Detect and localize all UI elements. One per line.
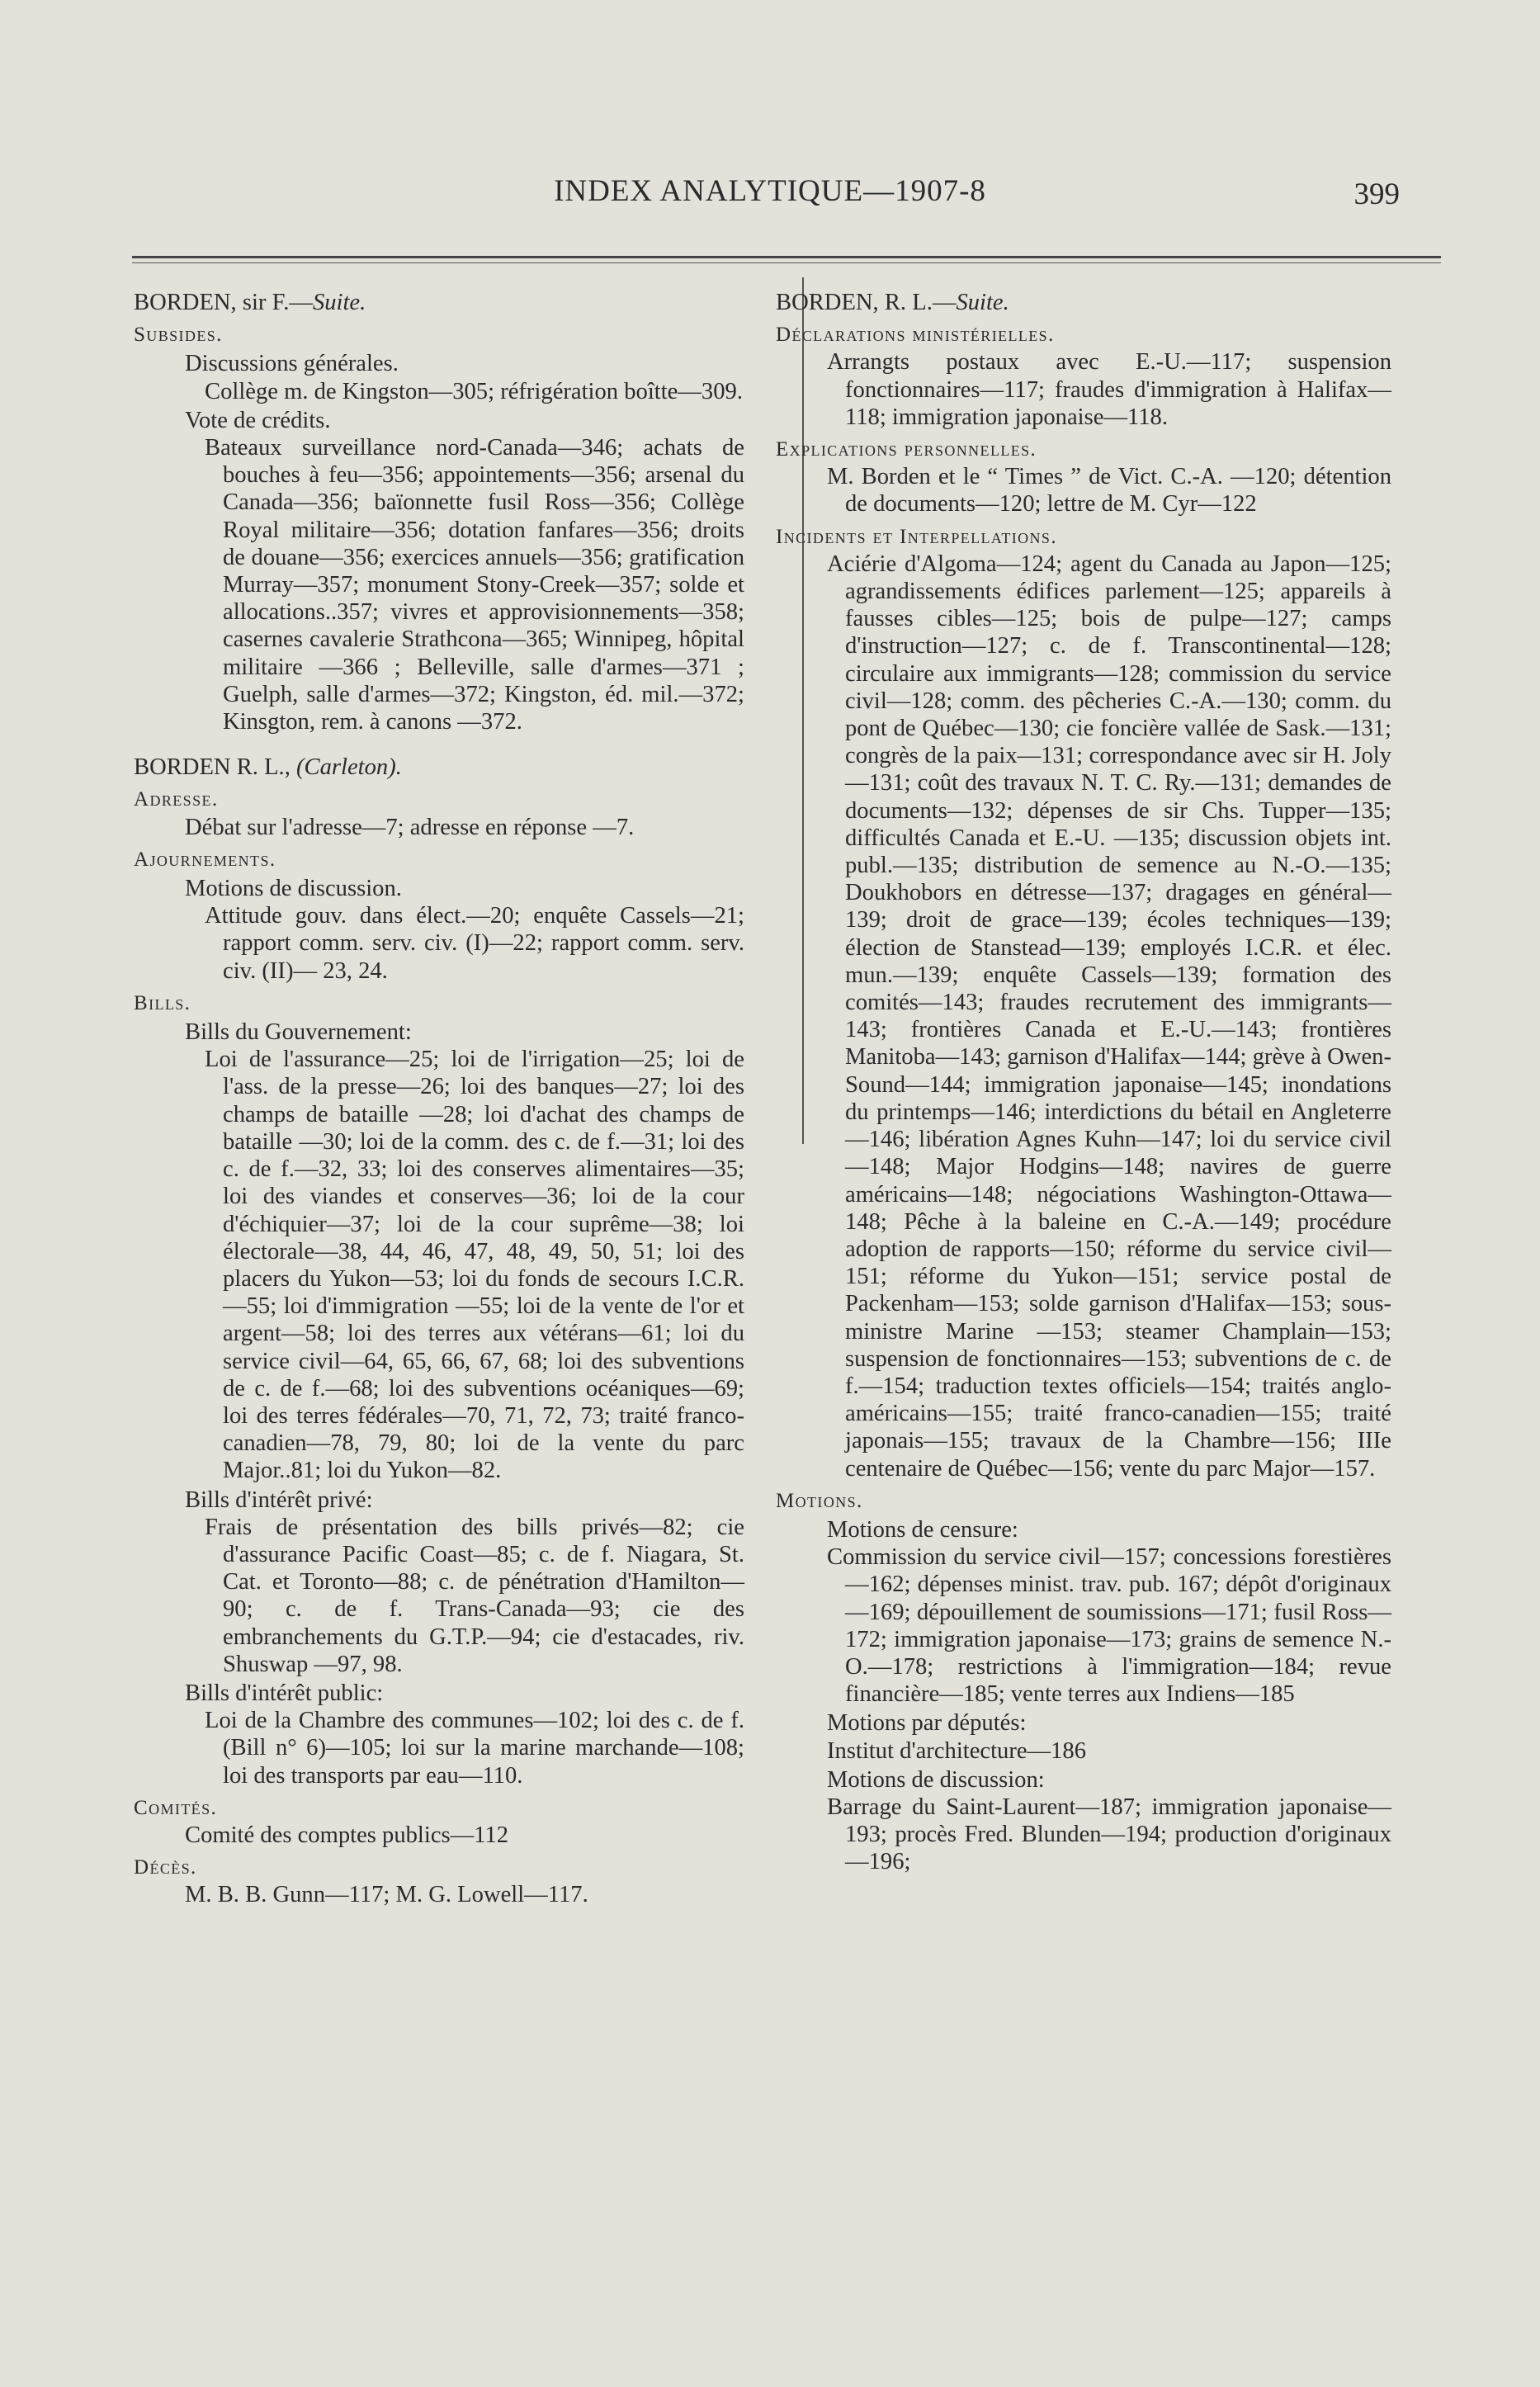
section-heading: Explications personnelles. — [776, 438, 1037, 461]
index-paragraph: Frais de présentation des bills privés—82; cie d'assurance Pacific Coast—85; c. de f. Niagara, St. Cat. et Toronto—88; c. de pénétration d'Hamilton—90; c. de f. Trans-Canada—93; cie des embranchements du G.T.P.—94; cie d'estacades, riv. Shuswap —97, 98. — [205, 1514, 744, 1677]
entry-heading: BORDEN R. L., (Carleton). — [134, 754, 402, 781]
subheading: Motions par députés: — [827, 1710, 1027, 1737]
subheading: Motions de censure: — [827, 1516, 1018, 1543]
section-heading: Déclarations ministérielles. — [776, 324, 1055, 347]
section-heading: Adresse. — [134, 788, 219, 811]
index-paragraph: Bateaux surveillance nord-Canada—346; achats de bouches à feu—356; appointements—356; arsenal du Canada—356; baïonnette fusil Ross—356; Collège Royal militaire—356; dotation fanfares—356; droits de douane—356; exercices annuels—356; gratification Murray—357; monument Stony-Creek—357; solde et allocations..357; vivres et approvisionnements—358; casernes cavalerie Strathcona—365; Winnipeg, hôpital militaire —366 ; Belleville, salle d'armes—371 ; Guelph, salle d'armes—372; Kingston, éd. mil.—372; Kinsgton, rem. à canons —372. — [205, 435, 744, 735]
index-paragraph: Institut d'architecture—186 — [827, 1737, 1087, 1764]
subheading: Bills du Gouvernement: — [185, 1019, 412, 1046]
index-paragraph: Comité des comptes publics—112 — [185, 1822, 509, 1848]
subheading: Discussions générales. — [185, 351, 399, 377]
section-heading: Bills. — [134, 991, 191, 1014]
subheading: Bills d'intérêt privé: — [185, 1487, 373, 1513]
subheading: Bills d'intérêt public: — [185, 1680, 384, 1706]
section-heading: Incidents et Interpellations. — [776, 525, 1057, 548]
header-rule-thick — [132, 256, 1441, 258]
subheading: Motions de discussion. — [185, 876, 402, 902]
index-paragraph: Barrage du Saint-Laurent—187; immigration japonaise—193; procès Fred. Blunden—194; production d'originaux—196; — [827, 1794, 1391, 1875]
subheading: Motions de discussion: — [827, 1766, 1045, 1793]
running-title: INDEX ANALYTIQUE—1907-8 — [554, 174, 986, 208]
entry-heading: BORDEN, sir F.—Suite. — [134, 290, 366, 315]
index-paragraph: Loi de l'assurance—25; loi de l'irrigation—25; loi de l'ass. de la presse—26; loi des banques—27; loi des champs de bataille —28; loi d'achat des champs de bataille —30; loi de la comm. des c. de f.—31; loi des c. de f.—32, 33; loi des conserves alimentaires—35; loi des viandes et conserves—36; loi de la cour d'échiquier—37; loi de la cour suprême—38; loi électorale—38, 44, 46, 47, 48, 49, 50, 51; loi des placers du Yukon—53; loi du fonds de secours I.C.R.—55; loi d'immigration —55; loi de la vente de l'or et argent—58; loi des terres aux vétérans—61; loi du service civil—64, 65, 66, 67, 68; loi des subventions de c. de f.—68; loi des subventions océaniques—69; loi des terres fédérales—70, 71, 72, 73; traité franco-canadien—78, 79, 80; loi de la vente du parc Major..81; loi du Yukon—82. — [205, 1047, 744, 1484]
subheading: Vote de crédits. — [185, 407, 331, 433]
index-paragraph: Aciérie d'Algoma—124; agent du Canada au Japon—125; agrandissements édifices parlement—125; appareils à fausses cibles—125; bois de pulpe—127; camps d'instruction—127; c. de f. Transcontinental—128; circulaire aux immigrants—128; commission du service civil—128; comm. des pêcheries C.-A.—130; comm. du pont de Québec—130; cie foncière vallée de Sask.—131; congrès de la paix—131; correspondance avec sir H. Joly—131; coût des travaux N. T. C. Ry.—131; demandes de documents—132; dépenses de sir Chs. Tupper—135; difficultés Canada et E.-U. —135; discussion objets int. publ.—135; distribution de semence au N.-O.—135; Doukhobors en détresse—137; dragages en général—139; droit de grace—139; écoles techniques—139; élection de Stanstead—139; employés I.C.R. et élec. mun.—139; enquête Cassels—139; formation des comités—143; fraudes recrutement des immigrants—143; frontières Canada et E.-U.—143; frontières Manitoba—143; garnison d'Halifax—144; grève à Owen-Sound—144; immigration japonaise—145; inondations du printemps—146; interdictions du bétail en Angleterre—146; libération Agnes Kuhn—147; loi du service civil—148; Major Hodgins—148; navires de guerre américains—148; négociations Washington-Ottawa—148; Pêche à la baleine en C.-A.—149; procédure adoption de rapports—150; réforme du service civil—151; réforme du Yukon—151; service postal de Packenham—153; solde garnison d'Halifax—153; sous-ministre Marine —153; steamer Champlain—153; suspension de fonctionnaires—153; subventions de c. de f.—154; traduction textes officiels—154; traités anglo-américains—155; traité franco-canadien—155; traité japonais—155; travaux de la Chambre—156; IIIe centenaire de Québec—156; vente du parc Major—157. — [827, 551, 1391, 1482]
index-paragraph: Loi de la Chambre des communes—102; loi des c. de f. (Bill n° 6)—105; loi sur la marine marchande—108; loi des transports par eau—110. — [205, 1708, 744, 1789]
index-paragraph: Commission du service civil—157; concessions forestières—162; dépenses minist. trav. pub. 167; dépôt d'originaux—169; dépouillement de soumissions—171; fusil Ross—172; immigration japonaise—173; grains de semence N.-O.—178; restrictions à l'immigration—184; revue financière—185; vente terres aux Indiens—185 — [827, 1544, 1391, 1708]
page-header — [0, 173, 1540, 223]
section-heading: Comités. — [134, 1796, 218, 1819]
left-column — [134, 289, 744, 1909]
index-paragraph: Arrangts postaux avec E.-U.—117; suspension fonctionnaires—117; fraudes d'immigration à Halifax—118; immigration japonaise—118. — [827, 349, 1391, 430]
index-paragraph: M. Borden et le “ Times ” de Vict. C.-A. —120; détention de documents—120; lettre de M. Cyr—122 — [827, 464, 1391, 518]
header-rule-thin — [132, 262, 1441, 263]
index-paragraph: Débat sur l'adresse—7; adresse en réponse —7. — [185, 814, 635, 840]
section-heading: Subsides. — [134, 324, 223, 347]
right-column — [776, 289, 1391, 1876]
section-heading: Décès. — [134, 1856, 197, 1879]
entry-heading: BORDEN, R. L.—Suite. — [776, 290, 1009, 315]
index-paragraph: Attitude gouv. dans élect.—20; enquête Cassels—21; rapport comm. serv. civ. (I)—22; rapport comm. serv. civ. (II)— 23, 24. — [205, 903, 744, 984]
index-paragraph: M. B. B. Gunn—117; M. G. Lowell—117. — [185, 1882, 588, 1908]
section-heading: Ajournements. — [134, 848, 276, 871]
page-number: 399 — [1353, 177, 1400, 211]
section-heading: Motions. — [776, 1489, 863, 1512]
index-paragraph: Collège m. de Kingston—305; réfrigération boîtte—309. — [205, 378, 743, 404]
